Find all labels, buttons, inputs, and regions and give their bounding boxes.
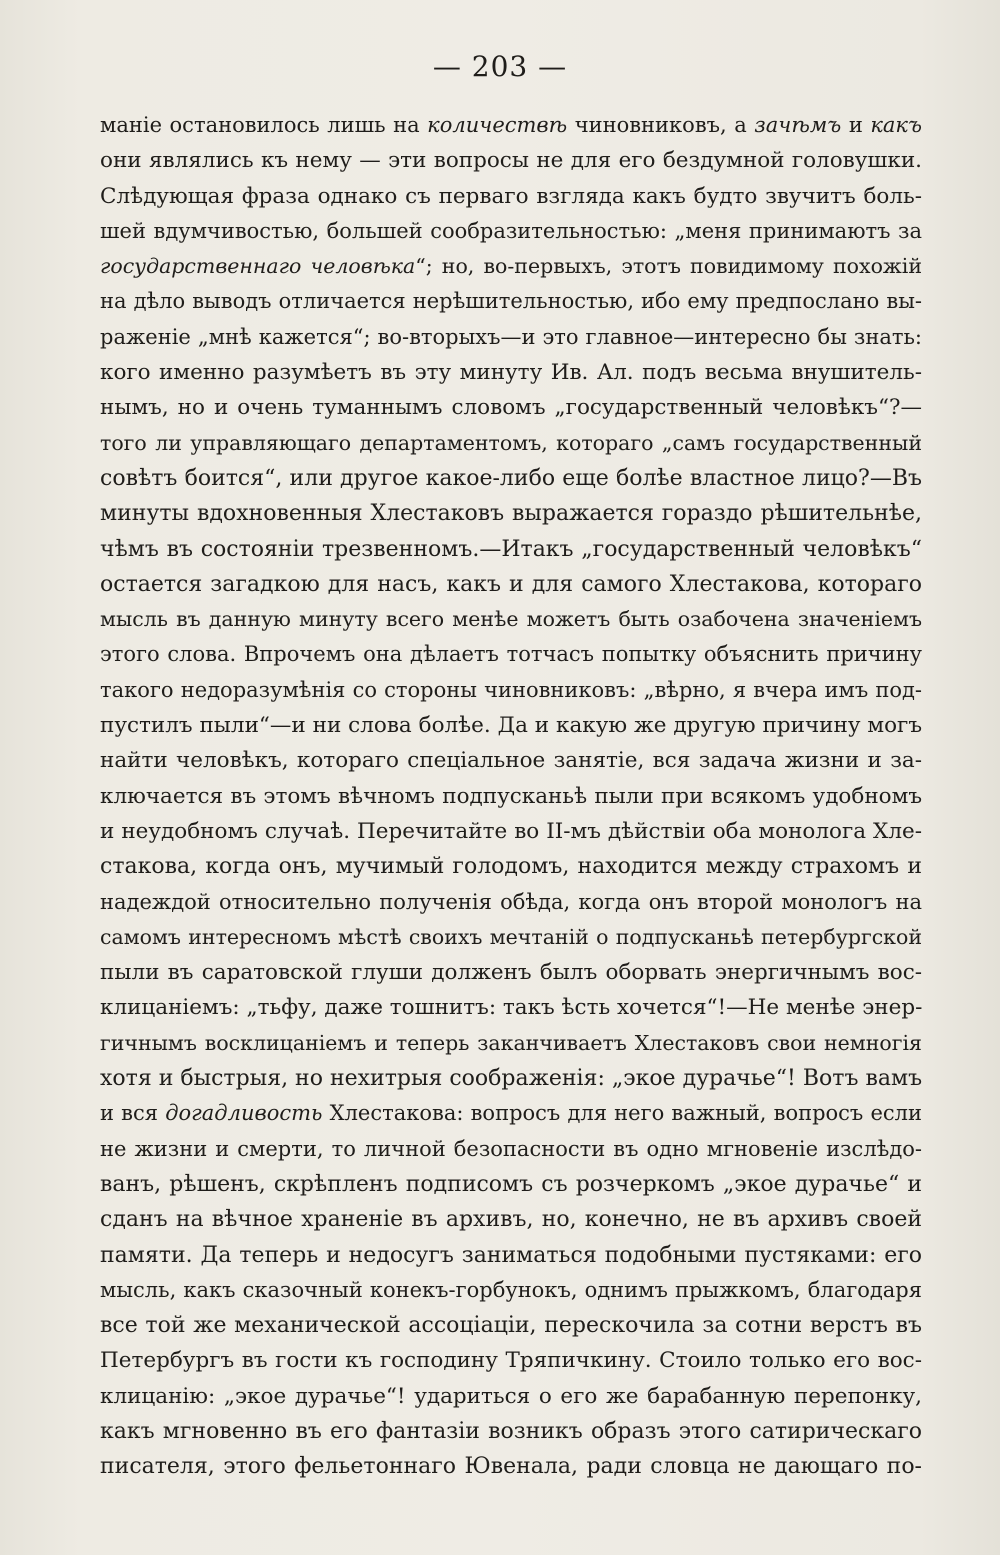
text-line [100, 602, 922, 637]
text-segment: самомъ интересномъ мѣстѣ своихъ мечтаній о подпусканьѣ петербургской [100, 924, 922, 949]
text-line [100, 637, 922, 672]
text-segment: пыли въ саратовской глуши долженъ былъ оборвать энергичнымъ вос- [100, 960, 922, 986]
text-line [100, 496, 922, 531]
text-line [100, 885, 922, 920]
text-segment: шей вдумчивостью, большей сообразительностью: „меня принимаютъ за [100, 218, 922, 243]
text-segment: Слѣдующая фраза однако съ перваго взгляда какъ будто звучитъ боль- [100, 183, 922, 209]
text-segment: все той же механической ассоціаціи, перескочила за сотни верстъ въ [100, 1313, 922, 1339]
text-line [100, 214, 922, 249]
text-segment: надеждой относительно полученія обѣда, когда онъ второй монологъ на [100, 889, 922, 914]
text-line [100, 1308, 922, 1343]
italic-text: государственнаго человѣка [100, 254, 416, 279]
body-text [100, 108, 922, 1485]
text-segment: Петербургъ въ гости къ господину Тряпичкину. Стоило только его вос- [100, 1348, 922, 1374]
text-segment: такого недоразумѣнія со стороны чиновниковъ: „вѣрно, я вчера имъ под- [100, 677, 922, 702]
text-line [100, 143, 922, 178]
italic-text: какъ [870, 113, 922, 137]
text-segment: клицаніемъ: „тьфу, даже тошнитъ: такъ ѣсть хочется“!—Не менѣе энер- [100, 995, 922, 1021]
text-line [100, 1096, 922, 1131]
text-segment: нымъ, но и очень туманнымъ словомъ „государственный человѣкъ“?— [100, 395, 922, 421]
text-segment: писателя, этого фельетоннаго Ювенала, ради словца не дающаго по- [100, 1454, 922, 1480]
text-line [100, 1414, 922, 1449]
text-line [100, 1379, 922, 1414]
text-line [100, 320, 922, 355]
text-line [100, 532, 922, 567]
text-segment: клицанію: „экое дурачье“! удариться о его же барабанную перепонку, [100, 1383, 922, 1409]
text-line [100, 567, 922, 602]
italic-text: догадливость [165, 1101, 323, 1126]
text-line [100, 1343, 922, 1378]
text-segment: Хлестакова: вопросъ для него важный, вопросъ если [322, 1101, 922, 1126]
text-segment: пустилъ пыли“—и ни слова болѣе. Да и какую же другую причину могъ [100, 713, 922, 739]
text-line [100, 390, 922, 425]
text-segment: раженіе „мнѣ кажется“; во-вторыхъ—и это главное—интересно бы знать: [100, 324, 922, 349]
text-line [100, 461, 922, 496]
text-segment: остается загадкою для насъ, какъ и для самого Хлестакова, котораго [100, 571, 922, 597]
text-line [100, 990, 922, 1025]
text-line [100, 355, 922, 390]
text-line [100, 1026, 922, 1061]
text-line [100, 673, 922, 708]
text-segment: найти человѣкъ, котораго спеціальное занятіе, вся задача жизни и за- [100, 748, 922, 774]
text-line [100, 708, 922, 743]
text-segment: и неудобномъ случаѣ. Перечитайте во II-мъ дѣйствіи оба монолога Хле- [100, 818, 922, 844]
text-segment: ванъ, рѣшенъ, скрѣпленъ подписомъ съ розчеркомъ „экое дурачье“ и [100, 1171, 922, 1197]
text-line [100, 1132, 922, 1167]
text-line [100, 249, 922, 284]
text-segment: гичнымъ восклицаніемъ и теперь заканчиваетъ Хлестаковъ свои немногія [100, 1030, 922, 1055]
text-line [100, 284, 922, 319]
text-segment: и [841, 113, 871, 137]
text-line [100, 179, 922, 214]
text-segment: чиновниковъ, а [567, 113, 755, 137]
text-segment: чѣмъ въ состояніи трезвенномъ.—Итакъ „государственный человѣкъ“ [100, 536, 922, 562]
text-line [100, 743, 922, 778]
text-segment: ключается въ этомъ вѣчномъ подпусканьѣ пыли при всякомъ удобномъ [100, 783, 922, 809]
text-segment: совѣтъ боится“, или другое какое-либо еще болѣе властное лицо?—Въ [100, 465, 922, 491]
text-segment: маніе остановилось лишь на [100, 113, 428, 137]
text-segment: и вся [100, 1101, 166, 1126]
text-line [100, 920, 922, 955]
text-line [100, 1061, 922, 1096]
text-segment: этого слова. Впрочемъ она дѣлаетъ тотчасъ попытку объяснить причину [100, 642, 922, 667]
text-segment: они являлись къ нему — эти вопросы не для его бездумной головушки. [100, 148, 922, 174]
page-number: — 203 — [432, 50, 568, 83]
text-line [100, 814, 922, 849]
text-line [100, 1238, 922, 1273]
text-segment: мысль, какъ сказочный конекъ-горбунокъ, однимъ прыжкомъ, благодаря [100, 1277, 922, 1302]
text-line [100, 108, 922, 143]
text-line [100, 1167, 922, 1202]
text-line [100, 1202, 922, 1237]
text-segment: минуты вдохновенныя Хлестаковъ выражается гораздо рѣшительнѣе, [100, 501, 922, 527]
italic-text: зачѣмъ [754, 113, 842, 137]
text-line [100, 1273, 922, 1308]
text-line [100, 955, 922, 990]
italic-text: количествѣ [427, 113, 568, 137]
text-segment: какъ мгновенно въ его фантазіи возникъ образъ этого сатирическаго [100, 1418, 922, 1444]
text-segment: кого именно разумѣетъ въ эту минуту Ив. Ал. подъ весьма внушитель- [100, 360, 922, 386]
text-segment: хотя и быстрыя, но нехитрыя соображенія: „экое дурачье“! Вотъ вамъ [100, 1066, 922, 1092]
text-line [100, 426, 922, 461]
text-segment: мысль въ данную минуту всего менѣе можетъ быть озабочена значеніемъ [100, 607, 922, 632]
text-line [100, 779, 922, 814]
text-segment: не жизни и смерти, то личной безопасности въ одно мгновеніе изслѣдо- [100, 1136, 922, 1161]
text-segment: на дѣло выводъ отличается нерѣшительностью, ибо ему предпослано вы- [100, 289, 922, 314]
text-line [100, 1449, 922, 1484]
text-segment: того ли управляющаго департаментомъ, котораго „самъ государственный [100, 430, 922, 455]
text-segment: стакова, когда онъ, мучимый голодомъ, находится между страхомъ и [100, 854, 922, 880]
text-line [100, 849, 922, 884]
text-segment: “; но, во-первыхъ, этотъ повидимому похожій [415, 254, 922, 279]
text-segment: сданъ на вѣчное храненіе въ архивъ, но, конечно, не въ архивъ своей [100, 1207, 922, 1233]
text-segment: памяти. Да теперь и недосугъ заниматься подобными пустяками: его [100, 1242, 922, 1268]
